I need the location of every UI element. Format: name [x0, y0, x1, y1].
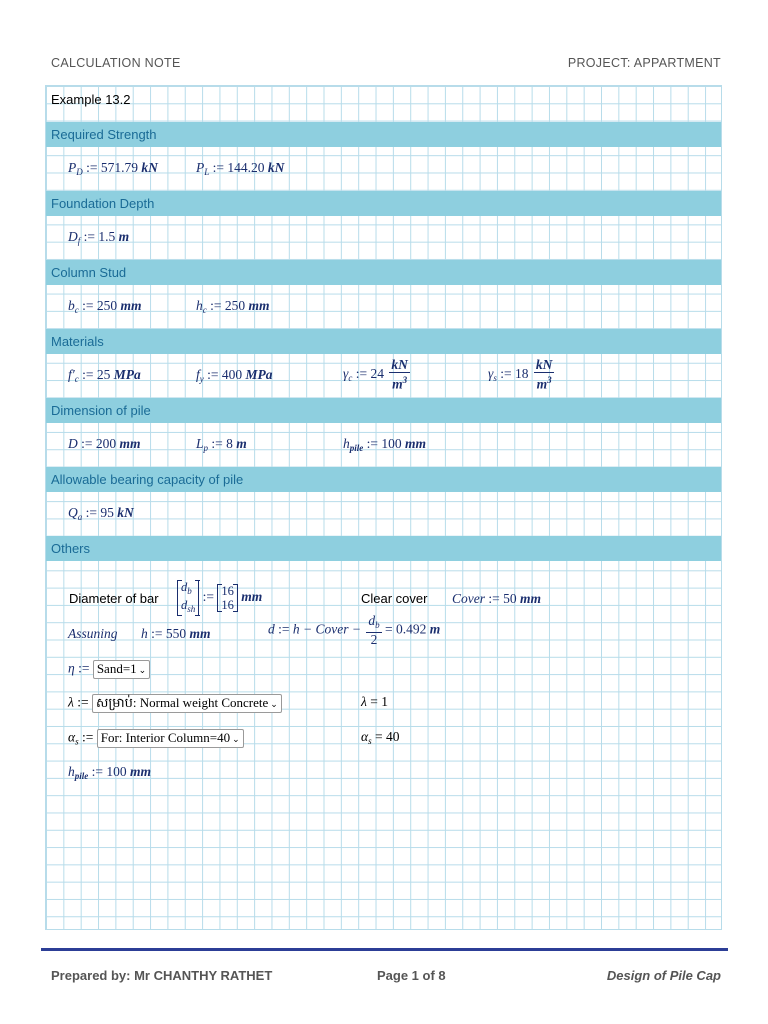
assuming-label: Assuning [68, 626, 118, 641]
footer-page-number: Page 1 of 8 [377, 968, 446, 983]
alpha-s-expression: $\alpha_s$ := For: Interior Column=40 ⌄ [68, 729, 244, 748]
bc-expression[interactable]: $b_c$ := 250 mm [68, 298, 142, 315]
header-left: CALCULATION NOTE [51, 56, 181, 70]
section-required-strength: Required Strength [46, 122, 721, 147]
section-foundation-depth: Foundation Depth [46, 191, 721, 216]
eta-dropdown[interactable]: Sand=1 ⌄ [93, 660, 150, 679]
fc-expression[interactable]: $f'_c$ := 25 MPa [68, 367, 141, 384]
alpha-s-dropdown[interactable]: For: Interior Column=40 ⌄ [97, 729, 244, 748]
gamma-s-expression[interactable]: $\gamma_s$ := 18 $\frac{kN}{m^3}$ [488, 357, 553, 392]
pd-expression[interactable]: $P_D$ := 571.79 kN [68, 160, 158, 177]
header-right: PROJECT: APPARTMENT [567, 56, 721, 70]
section-dimension-of-pile: Dimension of pile [46, 398, 721, 423]
section-others: Others [46, 536, 721, 561]
diameter-of-bar-label: Diameter of bar [69, 591, 159, 606]
d-effective-expression[interactable]: d := h − Cover − $\frac{d_b}{2}$ = 0.492 m [268, 613, 441, 647]
example-title: Example 13.2 [51, 92, 131, 107]
section-allowable-bearing: Allowable bearing capacity of pile [46, 467, 721, 492]
qa-expression[interactable]: $Q_a$ := 95 kN [68, 505, 134, 522]
lp-expression[interactable]: $L_p$ := 8 m [196, 436, 247, 453]
chevron-down-icon: ⌄ [138, 665, 147, 675]
cover-expression[interactable]: Cover := 50 mm [452, 591, 542, 606]
lambda-result: λ = 1 [361, 694, 388, 709]
hc-expression[interactable]: $h_c$ := 250 mm [196, 298, 270, 315]
lambda-dropdown[interactable]: សម្រាប់: Normal weight Concrete ⌄ [92, 694, 282, 713]
gamma-c-expression[interactable]: $\gamma_c$ := 24 $\frac{kN}{m^3}$ [343, 357, 408, 392]
chevron-down-icon: ⌄ [232, 734, 240, 744]
footer-document-title: Design of Pile Cap [606, 968, 721, 983]
section-materials: Materials [46, 329, 721, 354]
alpha-s-result: $\alpha_s = 40$ [361, 729, 400, 746]
footer-divider [41, 948, 728, 951]
pl-expression[interactable]: $P_L$ := 144.20 kN [196, 160, 285, 177]
eta-expression: η := Sand=1 ⌄ [68, 660, 150, 679]
worksheet [45, 85, 722, 930]
bar-diameter-matrix[interactable]: $d_b$ $d_{sh}$ := 16 16 mm [177, 580, 262, 616]
d-expression[interactable]: D := 200 mm [68, 436, 141, 451]
df-expression[interactable]: $D_f$ := 1.5 m [68, 229, 130, 246]
section-column-stud: Column Stud [46, 260, 721, 285]
chevron-down-icon: ⌄ [270, 699, 278, 709]
hpile-expression[interactable]: $h_{pile}$ := 100 mm [343, 436, 427, 453]
clear-cover-label: Clear cover [361, 591, 428, 606]
lambda-expression: λ := សម្រាប់: Normal weight Concrete ⌄ [68, 694, 282, 713]
footer-prepared-by: Prepared by: Mr CHANTHY RATHET [51, 968, 273, 983]
h-expression[interactable]: h := 550 mm [141, 626, 211, 641]
fy-expression[interactable]: $f_y$ := 400 MPa [196, 367, 273, 384]
hpile-expression-2[interactable]: $h_{pile}$ := 100 mm [68, 764, 152, 781]
